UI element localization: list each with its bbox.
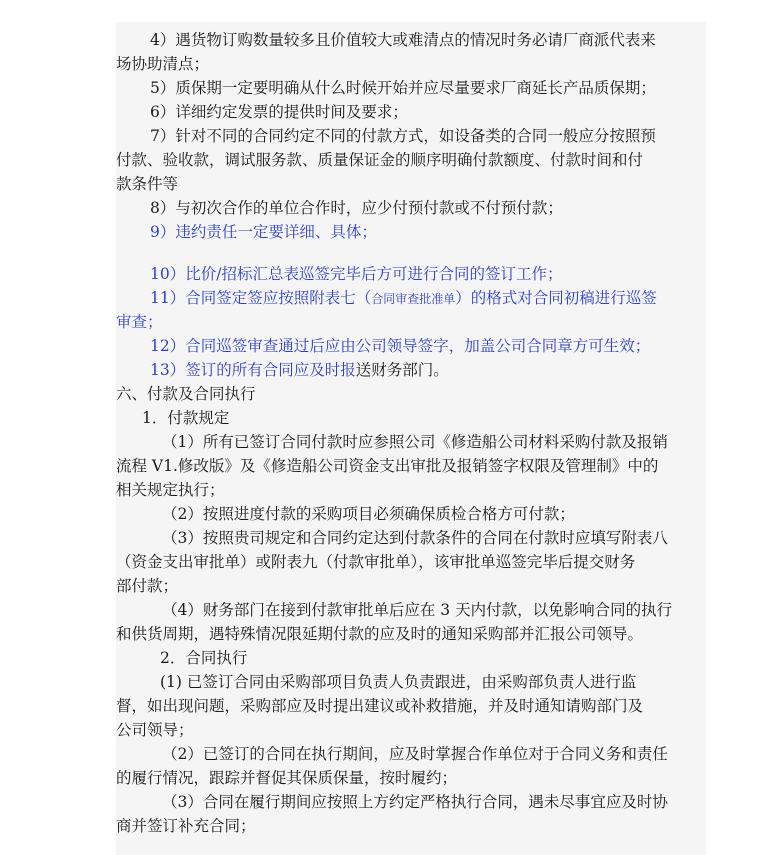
text-line: （2）按照进度付款的采购项目必须确保质检合格方可付款； xyxy=(162,505,575,523)
text-line: 流程 V1.修改版》及《修造船公司资金支出审批及报销签字权限及管理制》中的 xyxy=(116,457,659,475)
text-line: （3）合同在履行期间应按照上方约定严格执行合同，遇未尽事宜应及时协 xyxy=(162,793,668,811)
text-line: 督，如出现问题，采购部应及时提出建议或补救措施，并及时通知请购部门及 xyxy=(116,697,644,715)
text-line: 的履行情况，跟踪并督促其保质保量，按时履约； xyxy=(116,769,458,787)
text-line: 场协助清点； xyxy=(116,55,210,73)
text-line: 相关规定执行； xyxy=(116,481,225,499)
text-line xyxy=(150,358,706,382)
text-line: （2）已签订的合同在执行期间，应及时掌握合作单位对于合同义务和责任 xyxy=(162,745,668,763)
text-line: 款条件等 xyxy=(116,175,179,193)
form-name: 合同审查批准单 xyxy=(371,292,456,306)
text-line: （资金支出审批单）或附表九（付款审批单），该审批单巡签完毕后提交财务 xyxy=(116,553,636,571)
text-segment: 送财务部门。 xyxy=(355,361,449,379)
text-segment: 13）签订的所有合同应及时报 xyxy=(150,361,356,379)
text-line: (1) 已签订合同由采购部项目负责人负责跟进，由采购部负责人进行监 xyxy=(160,673,637,691)
text-line: 8）与初次合作的单位合作时，应少付预付款或不付预付款； xyxy=(150,199,563,217)
section-heading: 六、付款及合同执行 xyxy=(116,385,256,403)
text-line: 4）遇货物订购数量较多且价值较大或难清点的情况时务必请厂商派代表来 xyxy=(150,31,656,49)
subsection-heading: 1．付款规定 xyxy=(142,409,230,427)
text-line: 6）详细约定发票的提供时间及要求； xyxy=(150,103,408,121)
text-line: （3）按照贵司规定和合同约定达到付款条件的合同在付款时应填写附表八 xyxy=(162,529,668,547)
text-line: 9）违约责任一定要详细、具体； xyxy=(150,223,377,241)
text-line: 和供货周期，遇特殊情况限延期付款的应及时的通知采购部并汇报公司领导。 xyxy=(116,625,644,643)
text-line: 部付款； xyxy=(116,577,179,595)
document-page xyxy=(116,22,706,855)
text-line: 公司领导； xyxy=(116,721,194,739)
text-line: 12）合同巡签审查通过后应由公司领导签字，加盖公司合同章方可生效； xyxy=(150,337,651,355)
text-line: 付款、验收款，调试服务款、质量保证金的顺序明确付款额度、付款时间和付 xyxy=(116,151,644,169)
text-line: 7）针对不同的合同约定不同的付款方式，如设备类的合同一般应分按照预 xyxy=(150,127,656,145)
text-line: 审查； xyxy=(116,313,163,331)
subsection-heading: 2．合同执行 xyxy=(160,649,248,667)
text-line: 10）比价/招标汇总表巡签完毕后方可进行合同的签订工作； xyxy=(150,265,563,283)
text-line xyxy=(150,286,706,310)
text-line: （4）财务部门在接到付款审批单后应在 3 天内付款，以免影响合同的执行 xyxy=(162,601,673,619)
text-line: 5）质保期一定要明确从什么时候开始并应尽量要求厂商延长产品质保期； xyxy=(150,79,656,97)
text-line: 商并签订补充合同； xyxy=(116,817,256,835)
text-line: （1）所有已签订合同付款时应参照公司《修造船公司材料采购付款及报销 xyxy=(162,433,668,451)
text-segment: 11）合同签定签应按照附表七（ xyxy=(150,289,372,307)
text-segment: ）的格式对合同初稿进行巡签 xyxy=(455,289,657,307)
